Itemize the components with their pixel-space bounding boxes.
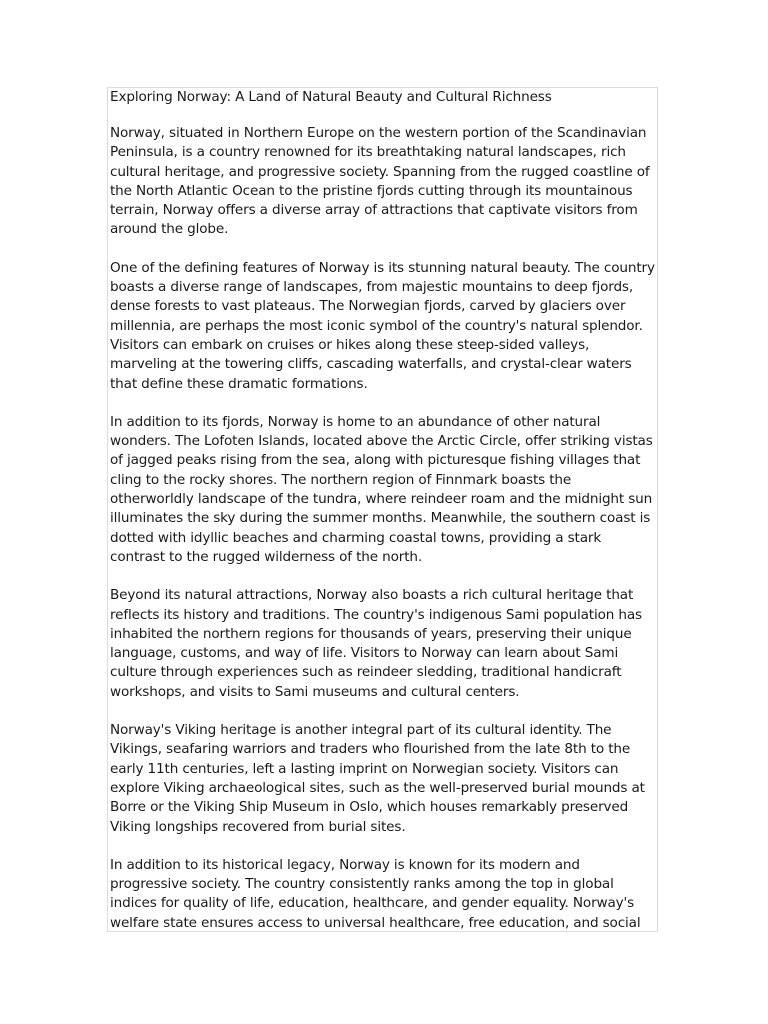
paragraph-intro: Norway, situated in Northern Europe on the western portion of the Scandinavian Peninsula, is a country renowned for its breathtaking natural landscapes, rich cultural heritage, and progressive society. Spanning from the rugged coastline of the North Atlantic Ocean to the pristine fjords cutting through its mountainous terrain, Norway offers a diverse array of attractions that captivate visitors from around the globe. bbox=[110, 125, 650, 238]
document-title: Exploring Norway: A Land of Natural Beauty and Cultural Richness bbox=[110, 89, 552, 105]
paragraph-viking-heritage: Norway's Viking heritage is another integral part of its cultural identity. The Vikings, seafaring warriors and traders who flourished from the late 8th to the early 11th centuries, left a lasting imprint on Norwegian society. Visitors can explore Viking archaeological sites, such as the well-preserved burial mounds at Borre or the Viking Ship Museum in Oslo, which houses remarkably preserved Viking longships recovered from burial sites. bbox=[110, 722, 645, 835]
paragraph-modern-society: In addition to its historical legacy, Norway is known for its modern and progressive society. The country consistently ranks among the top in global indices for quality of life, education, healthcare, and gender equality. Norway's welfare state ensures access to universal healthcare, free education, and social bbox=[110, 856, 641, 931]
document-page bbox=[107, 87, 658, 932]
document-body bbox=[110, 88, 656, 932]
paragraph-natural-wonders: In addition to its fjords, Norway is home to an abundance of other natural wonders. The Lofoten Islands, located above the Arctic Circle, offer striking vistas of jagged peaks rising from the sea, along with picturesque fishing villages that cling to the rocky shores. The northern region of Finnmark boasts the otherworldly landscape of the tundra, where reindeer roam and the midnight sun illuminates the sky during the summer months. Meanwhile, the southern coast is dotted with idyllic beaches and charming coastal towns, providing a stark contrast to the rugged wilderness of the north. bbox=[110, 413, 653, 565]
paragraph-cultural-heritage: Beyond its natural attractions, Norway also boasts a rich cultural heritage that reflects its history and traditions. The country's indigenous Sami population has inhabited the northern regions for thousands of years, preserving their unique language, customs, and way of life. Visitors to Norway can learn about Sami culture through experiences such as reindeer sledding, traditional handicraft workshops, and visits to Sami museums and cultural centers. bbox=[110, 587, 642, 700]
paragraph-natural-beauty: One of the defining features of Norway is its stunning natural beauty. The country boasts a diverse range of landscapes, from majestic mountains to deep fjords, dense forests to vast plateaus. The Norwegian fjords, carved by glaciers over millennia, are perhaps the most iconic symbol of the country's natural splendor. Visitors can embark on cruises or hikes along these steep-sided valleys, marveling at the towering cliffs, cascading waterfalls, and crystal-clear waters that define these dramatic formations. bbox=[110, 259, 655, 392]
